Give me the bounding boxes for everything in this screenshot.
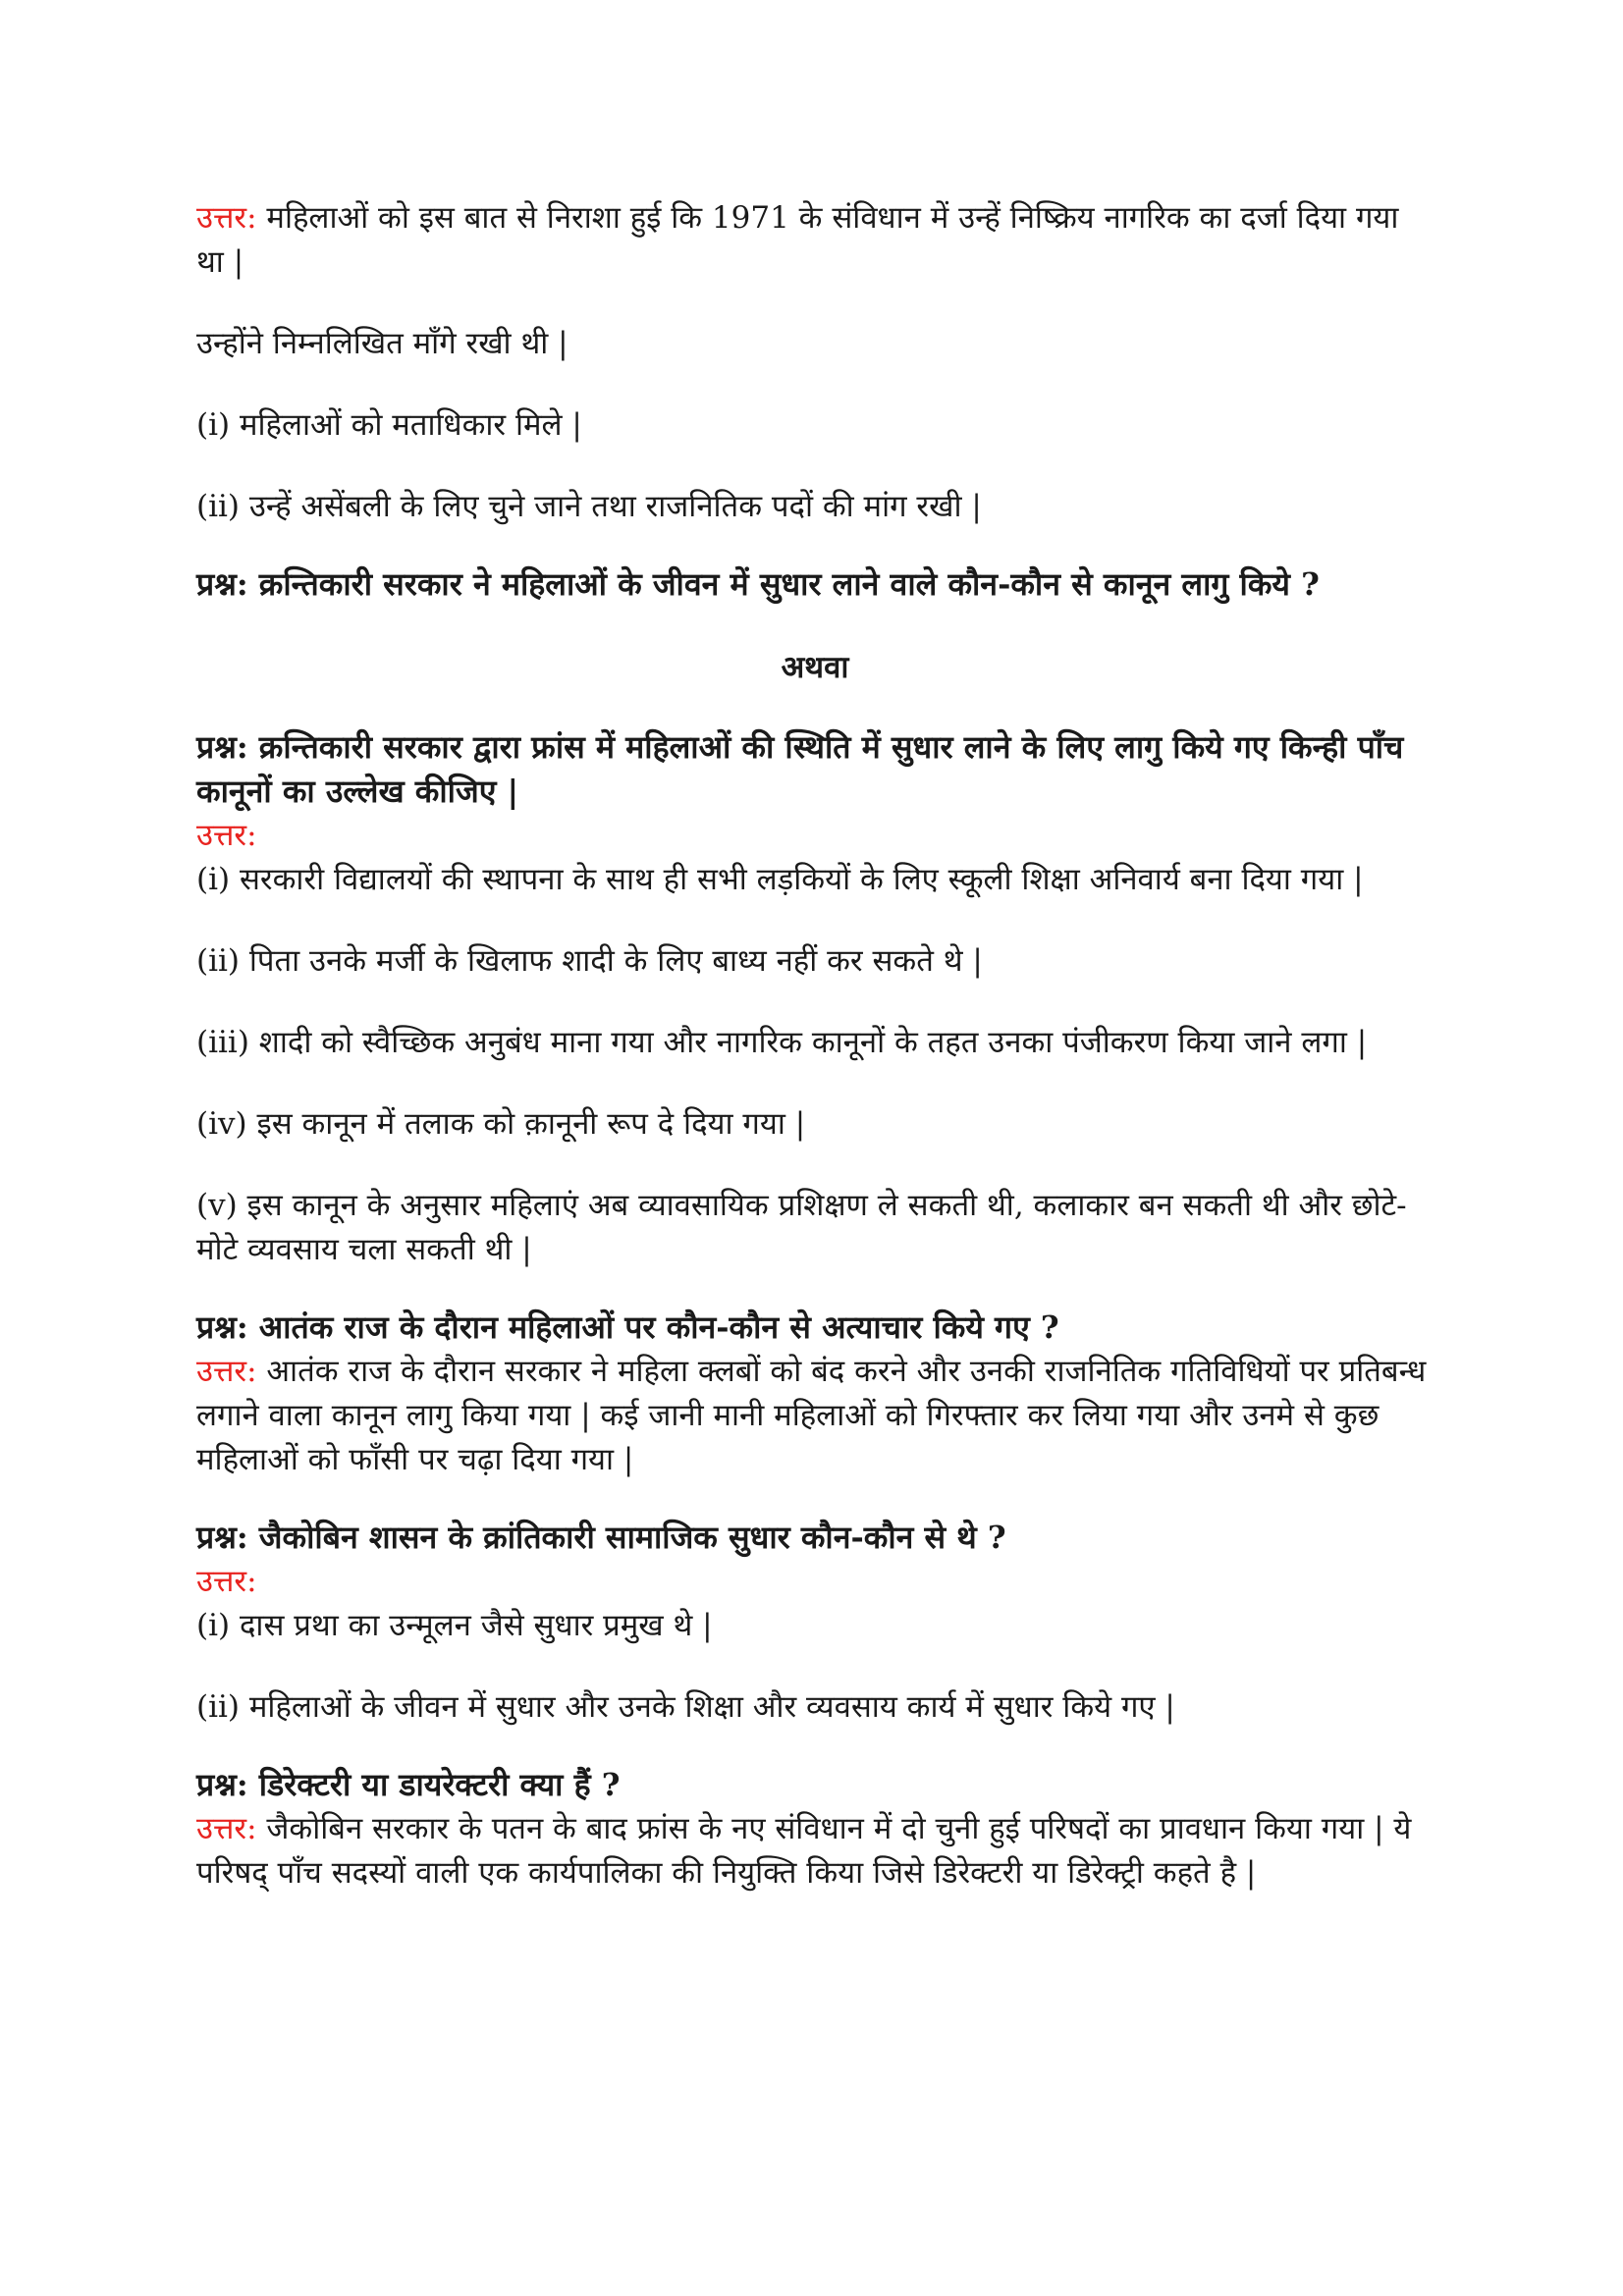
answer-3-point-3: (iii) शादी को स्वैच्छिक अनुबंध माना गया और नागरिक कानूनों के तहत उनका पंजीकरण किया जाने लगा |	[196, 1025, 1368, 1060]
question-label: प्रश्न:	[196, 1308, 248, 1346]
answer-1-text: महिलाओं को इस बात से निराशा हुई कि 1971 के संविधान में उन्हें निष्क्रिय नागरिक का दर्जा दिया गया था |	[196, 200, 1399, 280]
answer-6-text: जैकोबिन सरकार के पतन के बाद फ्रांस के नए संविधान में दो चुनी हुई परिषदों का प्रावधान किया गया | ये परिषद् पाँच सदस्यों वाली एक कार्यपालिका की नियुक्ति किया जिसे डिरेक्टरी या डिरेक्ट्री कहते है |	[196, 1811, 1412, 1891]
question-label: प्रश्न:	[196, 565, 248, 603]
question-6	[196, 1763, 1434, 1807]
document-page	[196, 196, 1434, 1934]
question-5	[196, 1516, 1434, 1560]
question-label: प्रश्न:	[196, 1766, 248, 1803]
answer-3-label: उत्तर:	[196, 818, 257, 853]
answer-1-intro: उन्होंने निम्नलिखित माँगे रखी थी |	[196, 326, 568, 361]
answer-3-point-2: (ii) पिता उनके मर्जी के खिलाफ शादी के लिए बाध्य नहीं कर सकते थे |	[196, 943, 983, 979]
or-separator: अथवा	[781, 650, 849, 685]
answer-3-point-4: (iv) इस कानून में तलाक को क़ानूनी रूप दे दिया गया |	[196, 1106, 806, 1142]
answer-label: उत्तर:	[196, 200, 257, 236]
question-3	[196, 725, 1434, 814]
question-label: प्रश्न:	[196, 728, 248, 766]
answer-5-point-1: (i) दास प्रथा का उन्मूलन जैसे सुधार प्रमुख थे |	[196, 1608, 713, 1643]
answer-3-point-5: (v) इस कानून के अनुसार महिलाएं अब व्यावसायिक प्रशिक्षण ले सकती थी, कलाकार बन सकती थी और छोटे-मोटे व्यवसाय चला सकती थी |	[196, 1188, 1407, 1267]
question-label: प्रश्न:	[196, 1519, 248, 1556]
answer-1	[196, 196, 1434, 285]
question-3-text: क्रन्तिकारी सरकार द्वारा फ्रांस में महिलाओं की स्थिति में सुधार लाने के लिए लागु किये गए किन्ही पाँच कानूनों का उल्लेख कीजिए |	[196, 728, 1404, 810]
answer-3-point-1: (i) सरकारी विद्यालयों की स्थापना के साथ ही सभी लड़कियों के लिए स्कूली शिक्षा अनिवार्य बना दिया गया |	[196, 862, 1364, 897]
answer-4	[196, 1350, 1434, 1482]
question-2	[196, 562, 1434, 607]
question-6-text: डिरेक्टरी या डायरेक्टरी क्या हैं ?	[247, 1766, 621, 1803]
answer-6	[196, 1807, 1434, 1896]
answer-5-point-2: (ii) महिलाओं के जीवन में सुधार और उनके शिक्षा और व्यवसाय कार्य में सुधार किये गए |	[196, 1689, 1175, 1725]
answer-1-point-1: (i) महिलाओं को मताधिकार मिले |	[196, 407, 582, 443]
answer-4-text: आतंक राज के दौरान सरकार ने महिला क्लबों को बंद करने और उनकी राजनितिक गतिविधियों पर प्रतिबन्ध लगाने वाला कानून लागु किया गया | कई जानी मानी महिलाओं को गिरफ्तार कर लिया गया और उनमे से कुछ महिलाओं को फाँसी पर चढ़ा दिया गया |	[196, 1354, 1427, 1477]
question-5-text: जैकोबिन शासन के क्रांतिकारी सामाजिक सुधार कौन-कौन से थे ?	[247, 1519, 1006, 1556]
answer-label: उत्तर:	[196, 1811, 257, 1846]
answer-label: उत्तर:	[196, 1354, 257, 1389]
question-4-text: आतंक राज के दौरान महिलाओं पर कौन-कौन से अत्याचार किये गए ?	[247, 1308, 1059, 1346]
question-4	[196, 1306, 1434, 1350]
answer-1-point-2: (ii) उन्हें असेंबली के लिए चुने जाने तथा राजनितिक पदों की मांग रखी |	[196, 489, 982, 524]
question-2-text: क्रन्तिकारी सरकार ने महिलाओं के जीवन में सुधार लाने वाले कौन-कौन से कानून लागु किये ?	[247, 565, 1320, 603]
answer-5-label: उत्तर:	[196, 1564, 257, 1599]
